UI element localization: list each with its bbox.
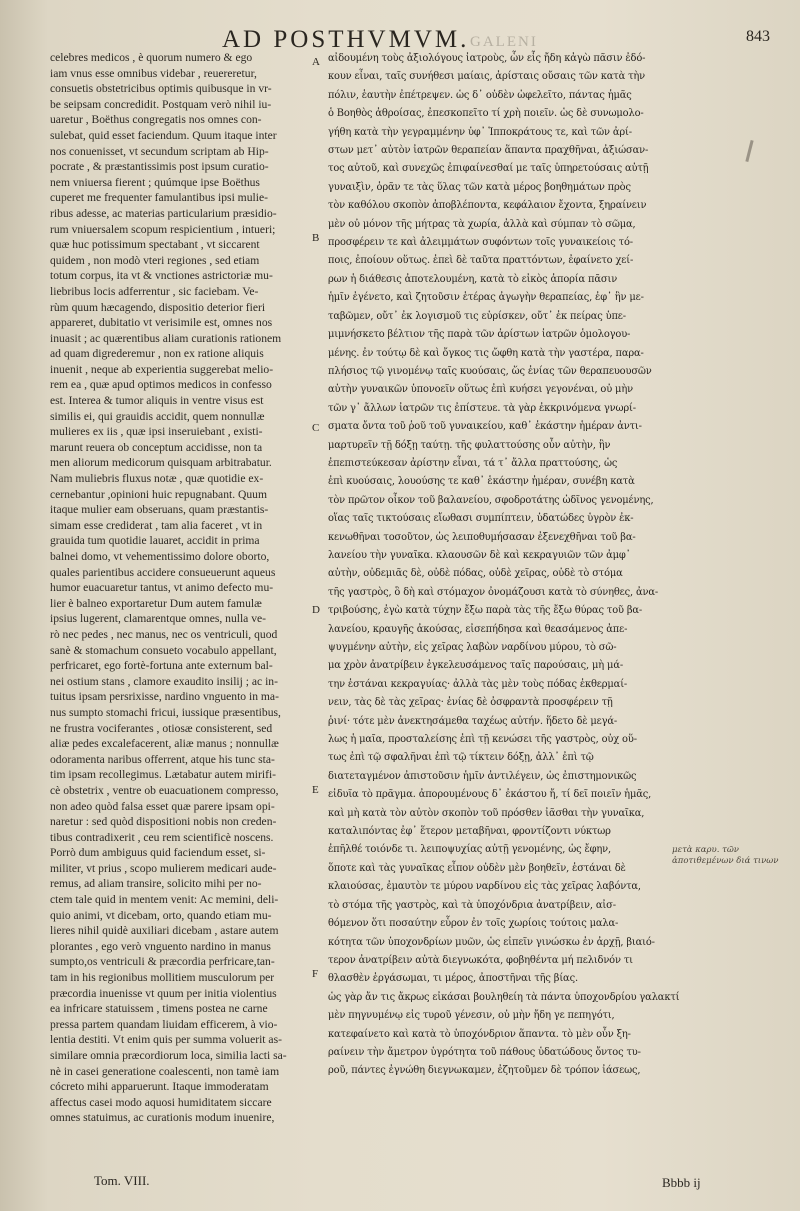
margin-letter-c: C [312,422,320,434]
latin-text-line: tuitus ipsam persrixisse, nardino vnguento in ma- [50,690,279,704]
greek-text-line: στων μετ᾽ αὐτὸν ἰατρῶν θεραπείαν ἅπαντα πραχθῆναι, ἀξιώσαν- [328,145,649,157]
latin-text-line: omnes statuimus, ac curationis modum inuenire, [50,1111,275,1125]
latin-text-line: cócreto mihi apparuerunt. Itaque immoderatam [50,1080,269,1094]
greek-text-line: κουν εἶναι, ταῖς συνήθεσι μαίαις, ἀρίσταις οὔσαις τῶν κατὰ τὴν [328,71,646,83]
latin-text-line: men aliorum medicorum quisquam arbitrabatur. [50,456,272,470]
latin-text-line: humor euacuaretur tantus, vt animo defecto mu- [50,581,274,595]
greek-text-line: θλασθὲν ἐργάσωμαι, τι μέρος, ἀποστῆναι τῆς βίας. [328,973,578,985]
latin-text-line: quæ huc potissimum spectabant , vt siccarent [50,238,260,252]
greek-text-line: διατεταγμένον ἀπιστοῦσιν ἡμῖν ἀντιλέγειν, ὡς ἐπιστημονικῶς [328,770,637,782]
latin-text-line: tam in his regionibus mollitiem musculorum per [50,971,275,985]
latin-text-line: uaretur , Boëthus congregatis nos omnes con- [50,113,262,127]
greek-text-line: γήθη κατὰ τὴν γεγραμμένην ὑφ᾽ Ἱπποκράτους τε, καὶ τῶν ἀρί- [328,126,632,138]
latin-text-line: sulebat, quid esset faciendum. Quum itaque inter [50,128,277,142]
greek-text-line: ραίνειν τὴν ἄμετρον ὑγρότητα τοῦ πάθους ὑδατώδους ὄντος τυ- [328,1046,641,1058]
greek-text-line: ἐπὶ κυούσαις, λουούσης τε καθ᾽ ἑκάστην ἡμέραν, συνέβη κατὰ [328,476,635,488]
margin-letter-a: A [312,56,320,68]
greek-text-line: την ἑστάναι κεκραγυίας· ἀλλὰ τὰς μὲν τοὺς πόδας ἐκθερμαί- [328,678,628,690]
latin-text-line: itaque mulier eam obseruans, quam præstantis- [50,503,269,517]
greek-text-line: αὐτὴν γυναικῶν ὑπονοεῖν οὕτως ἐπὶ κυήσει γεγονέναι, οὐ μὴν [328,384,633,396]
greek-text-line: κενωθῆναι τοσοῦτον, ὡς λειποθυμήσασαν ἐξενεχθῆναι τοῦ βα- [328,531,636,543]
latin-text-line: Nam muliebris fluxus notæ , quæ quotidie ex- [50,472,264,486]
greek-text-line: κλαιούσας, ἐμαυτὸν τε μύρου ναρδίνου εἰς τὰς χεῖρας λαβόντα, [328,881,641,893]
latin-text-line: sumpto,os ventriculi & præcordia perfricare,tan- [50,955,275,969]
latin-text-line: be seipsam concredidit. Postquam verò nihil iu- [50,97,272,111]
latin-text-line: non adeo quòd falsa esset quæ parere ipsam opi- [50,799,275,813]
latin-text-line: quales parientibus accidere consueuerunt aqueus [50,565,276,579]
greek-text-line: νειν, τὰς δὲ τὰς χεῖρας· ἐνίας δὲ ὀσφραντὰ προσφέρειν τῇ [328,697,613,709]
greek-text-line: λανείου, κραυγῆς ἀκούσας, εἰσεπήδησα καὶ θεασάμενος ἀπε- [328,623,628,635]
latin-text-line: inuasit ; ac quærentibus aliam curationis rationem [50,331,282,345]
margin-letter-b: B [312,232,320,244]
latin-text-line: rem ea , quæ apud optimos medicos in confesso [50,378,272,392]
latin-text-line: nem vniuersa fierent ; quúmque ipse Boëthus [50,175,260,189]
show-through-text: GALENI [470,34,538,50]
latin-text-line: liebribus locis adferrentur , sic faciebam. Ve- [50,284,259,298]
latin-text-line: marunt reuera ob conceptum accidisse, non ta [50,440,263,454]
latin-column [50,50,308,1126]
greek-text-line: μαρτυρεῖν τῇ δόξῃ ταύτῃ. τῆς φυλαττούσης οὖν αὐτὴν, ἣν [328,439,611,451]
greek-column [328,50,746,1081]
greek-text-line: τῆς γαστρὸς, ὃ δὴ καὶ στόμαχον ὀνομάζουσι κατὰ τὸ σύνηθες, ἀνα- [328,586,659,598]
latin-text-line: tibus contradixerit , ceu rem scientificè noscens. [50,830,274,844]
greek-text-line: προσφέρειν τε καὶ ἀλειμμάτων συφόντων τοῖς γυναικείοις τό- [328,237,633,249]
greek-text-line: αἰδουμένη τοὺς ἀξιολόγους ἰατροὺς, ὧν εἷς ἤδη κἀγὼ πᾶσιν ἐδό- [328,53,646,64]
greek-text-line: οἵας ταῖς τικτούσαις εἴωθασι συμπίπτειν, ὑδατώδες ὑγρὸν ἐκ- [328,513,634,525]
latin-text-line: cè obstetrix , ventre ob euacuationem compresso, [50,783,279,797]
latin-text-line: nei ostium stans , clamore exaudito insilij ; ac in- [50,674,278,688]
latin-text-line: iam vnus esse omnibus videbar , reuereretur, [50,66,257,80]
latin-text-line: quidem , non modò vteri regiones , sed etiam [50,253,260,267]
margin-letter-e: E [312,784,319,796]
greek-text-line: μα χρὸν ἀνατρίβειν ἐγκελευσάμενος ταῖς παρούσαις, μὴ μά- [328,660,624,672]
latin-text-line: remus, ad aliam transire, solicito mihi per no- [50,877,262,891]
greek-text-line: μὲν πηγνυμένῳ εἰς τυροῦ γένεσιν, οὐ μὴν ἤδη γε πεπηγότι, [328,1010,615,1022]
greek-text-line: πλήσιος τῷ γινομένῳ ταῖς κυούσαις, ὥς ἐνίας τῶν θεραπευουσῶν [328,365,652,377]
greek-text-line: ῥινί· τότε μὲν ἀνεκτησάμεθα ταχέως αὐτήν. ἥδετο δὲ μεγά- [328,715,618,727]
latin-text-line: quio animi, vt dicebam, orto, quando etiam mu- [50,908,272,922]
latin-text-line: nus sumpto stomachi fricui, iussique præsentibus, [50,705,281,719]
latin-text-line: est. Interea & tumor aliquis in ventre visus est [50,394,264,408]
greek-text-line: μὲν οὐ μόνον τῆς μήτρας τὰ χωρία, ἀλλὰ καὶ σύμπαν τὸ σῶμα, [328,218,636,230]
handwritten-margin-note: μετὰ καρυ. τῶν ἀποτιθεμένων διά τινων [672,845,779,866]
latin-text-line: rò nec pedes , nec manus, nec os ventriculi, quod [50,627,278,641]
greek-text-line: ἐπεπιστεύκεσαν ἀρίστην εἶναι, τά τ᾽ ἄλλα πραττούσης, ὡς [328,457,618,469]
latin-text-line: cuperet me frequenter famulantibus ipsi mulie- [50,191,268,205]
greek-text-line: μιμνήσκετο βέλτιον τῆς παρὰ τῶν ἀρίστων ἰατρῶν ὁμολογου- [328,329,631,341]
latin-text-line: perfricaret, ego fortè-fortuna ante externum bal- [50,659,273,673]
greek-text-line: γυναιξὶν, ὁρᾶν τε τὰς ὕλας τῶν κατὰ μέρος βοηθημάτων πρὸς [328,181,631,193]
greek-text-line: εἰδυῖα τὸ πρᾶγμα. ἀπορουμένους δ᾽ ἐκάστου ἤ, τί δεῖ ποιεῖν ἡμᾶς, [328,789,652,801]
greek-text-line: κατεφαίνετο καὶ κατὰ τὸ ὑποχόνδριον ἅπαντα. τὸ μὲν οὖν ξη- [328,1028,631,1040]
latin-text-line: ad quam digrederemur , non ex ratione aliquis [50,347,264,361]
greek-text-line: τὸν καθόλου σκοπὸν ἀποβλέποντα, κεφάλαιον ἔχοντα, ξηραίνειν [328,200,647,212]
latin-text-line: rùm quum hæcagendo, dispositio deterior fieri [50,300,266,314]
latin-text-line: consuetis obstetricibus optimis quibusque in vr- [50,82,272,96]
latin-text-line: aliæ pedes excalefacerent, aliæ manus ; nonnullæ [50,737,279,751]
greek-text-line: ἐπῆλθέ τοιόνδε τι. λειποψυχίας αὐτῇ γενομένης, ὡς ἔφην, [328,844,611,856]
greek-text-line: καταλιπόντας ἐφ᾽ ἕτερον μεταβῆναι, φροντίζοντι νύκτωρ [328,826,611,838]
greek-text-line: ἡμῖν ἐγένετο, καὶ ζητοῦσιν ἑτέρας ἀγωγὴν θεραπείας, ἐφ᾽ ἣν με- [328,292,644,304]
greek-text-line: μένης. ἐν τούτῳ δὲ καὶ ὄγκος τις ὤφθη κατὰ τὴν γαστέρα, παρα- [328,347,644,359]
latin-text-line: naretur : sed quòd dispositioni nobis non creden- [50,815,277,829]
latin-text-line: ctem tale quid in mentem venit: Ac memini, deli- [50,893,279,907]
greek-text-line: ποις, ἐποίουν οὕτως. ἐπεὶ δὲ ταῦτα πραττόντων, ἐφαίνετο χεί- [328,255,634,267]
latin-text-line: cernebantur ,opinioni huic repugnabant. Quum [50,487,267,501]
greek-text-line: πόλιν, ἑαυτὴν ἐπέτρεψεν. ὡς δ᾽ οὐδὲν ὠφελεῖτο, πάντας ἡμᾶς [328,89,632,101]
latin-text-line: appareret, dubitatio vt verisimile est, omnes nos [50,316,273,330]
running-title: AD POSTHVMVM. [222,26,470,53]
latin-text-line: ea infricare statuissem , timens postea ne carne [50,1002,268,1016]
greek-text-line: τὸν πρῶτον οἶκον τοῦ βαλανείου, σφοδροτάτης ὠδῖνος γενομένης, [328,494,654,506]
page-number: 843 [746,28,770,45]
latin-text-line: sanè & stomachum consueto vocabulo appellant, [50,643,277,657]
greek-text-line: καὶ μὴ κατὰ τὸν αὐτὸν σκοπὸν τοῦ πρόσθεν ἰᾶσθαι τὴν γυναῖκα, [328,807,645,819]
latin-text-line: militer, vt prius , scopo mulierem medicari aude- [50,861,277,875]
greek-text-line: λως ἡ μαῖα, προσταλείσης ἐπὶ τῇ κενώσει τῆς γαστρὸς, οὐχ οὕ- [328,734,637,746]
latin-text-line: affectus casei modo aquosi humiditatem siccare [50,1095,272,1109]
latin-text-line: balnei domo, vt vehementissimo dolore oborto, [50,550,270,563]
latin-text-line: Porrò dum ambiguus quid faciendum esset, si- [50,846,266,860]
greek-text-line: ὡς γὰρ ἄν τις ἄκρως εἰκάσαι βουληθείη τὰ πάντα ὑποχονδρίου γαλακτί [328,991,680,1003]
greek-text-line: τως ἐπὶ τῷ σφαλῆναι ἐπὶ τῷ τίκτειν δόξῃ, ἀλλ᾽ ἐπὶ τῷ [328,752,594,764]
latin-text-line: totum corpus, ita vt & vnctiones astrictoriæ mu- [50,269,273,283]
latin-text-line: odoramenta naribus offerrent, atque his tunc sta- [50,752,275,766]
latin-text-line: pressa partem quandam liuidam efficerem, à vio- [50,1017,278,1031]
latin-text-line: ribus adesse, ac materias particularium præsidio- [50,206,277,220]
signature-mark: Bbbb ij [662,1175,701,1190]
greek-text-line: τερον ἀνατρίβειν αὐτὰ διεγνωκότα, φοβηθέντα μή πελιδνόν τι [328,954,633,966]
latin-text-line: lier è balneo exportaretur Dum autem famulæ [50,596,262,610]
greek-text-line: τριβούσης, ἐγὼ κατὰ τύχην ἔξω παρὰ τὰς τῆς ἔξω θύρας τοῦ βα- [328,605,643,617]
latin-text-line: nos conuenisset, vt secundum scriptam ab Hip- [50,144,269,158]
latin-text-line: lentia destiti. Vt enim quis per summa voluerit as- [50,1033,282,1047]
greek-text-line: ροῦ, πάντες ἐγνώθη διεγνωκαμεν, ἐζητοῦμεν δὲ τρόπον ἰάσεως, [328,1065,641,1077]
latin-text-line: simam esse crediderat , tam alia faceret , vt in [50,518,263,532]
greek-text-line: λανείου τὴν γυναῖκα. κλαουσῶν δὲ καὶ κεκραγυιῶν τῶν ἀμφ᾽ [328,549,631,561]
pencil-mark [745,140,753,162]
margin-letter-f: F [312,968,319,980]
latin-text-line: tim ipsam recollegimus. Lætabatur autem mirifi- [50,768,277,782]
latin-text-line: nè in casei generatione coalescenti, non tamè iam [50,1064,280,1078]
greek-text-line: ὅποτε καὶ τὰς γυναῖκας εἶπον οὐδὲν μὲν βοηθεῖν, ἑστάναι δὲ [328,862,626,874]
latin-text-line: grauida tum quotidie lauaret, accidit in prima [50,534,260,548]
greek-text-line: ταβῶμεν, οὔτ᾽ ἐκ λογισμοῦ τις εὑρίσκεν, οὔτ᾽ ἐκ πείρας ὑπε- [328,310,626,322]
margin-letter-d: D [312,604,320,616]
latin-text-line: rum vniuersalem scopum respicientium , intueri; [50,222,276,236]
latin-text-line: pocrate , & præstantissimis post ipsum curatio- [50,160,269,174]
volume-label: Tom. VIII. [94,1173,150,1188]
latin-text-line: ipsius lugerent, clamarentque omnes, nulla ve- [50,612,267,626]
greek-text-line: ὁ Βοηθὸς ἀθροίσας, ἐπεσκοπεῖτο τί χρὴ ποιεῖν. ὡς δὲ συνωμολο- [328,108,644,120]
greek-text-line: αὐτὴν, οὐδεμιᾶς δὲ, οὐδὲ πόδας, οὐδὲ χεῖρας, οὐδὲ τὸ στόμα [328,568,623,580]
greek-text-line: τος αὐτοῦ, καὶ συνεχῶς ἐπιφαίνεσθαί με ταῖς ὑπηρετούσαις αὐτῇ [328,163,649,175]
greek-text-line: ρων ἡ διάθεσις ἀποτελουμένη, κατὰ τὸ εἰκὸς ἀπορία πᾶσιν [328,273,618,285]
greek-text-line: κότητα τῶν ὑποχονδρίων μυῶν, ὡς εἰπεῖν γινώσκω ἐν ἀρχῇ, βιαιό- [328,936,655,948]
latin-text-line: lieres nihil quidè auxiliari dicebam , astare autem [50,924,279,938]
greek-text-line: ψυγμένην αὐτὴν, εἰς χεῖρας λαβὼν ναρδίνου μύρου, τὸ σῶ- [328,642,617,653]
latin-text-line: similare omnia præcordiorum loca, similia lacti sa- [50,1049,287,1062]
latin-text-line: inuenit , neque ab experientia suggerebat melio- [50,362,274,376]
latin-text-line: præcordia inuenisse vt quum per initia violentius [50,986,277,1000]
greek-text-line: σματα ὄντα τοῦ ῥοῦ τοῦ γυναικείου, καθ᾽ ἑκάστην ἡμέραν ἀντι- [328,421,642,433]
latin-text-line: plorantes , ego verò vnguento nardino in manus [50,939,271,953]
greek-text-line: τῶν γ᾽ ἄλλων ἰατρῶν τις ἐπίστευε. τὰ γὰρ ἐκκρινόμενα γνωρί- [328,402,636,414]
latin-text-line: celebres medicos , è quorum numero & ego [50,51,253,64]
latin-text-line: similis ei, qui grauidis accidit, quem nonnullæ [50,409,265,423]
latin-text-line: mulieres ex iis , quæ ipsi inseruiebant , existi- [50,425,263,439]
latin-text-line: ne frustra vociferantes , otiosæ consisterent, sed [50,721,273,735]
greek-text-line: τὸ στόμα τῆς γαστρὸς, καὶ τὰ ὑποχόνδρια ἀνατρίβειν, αἰσ- [328,899,616,911]
greek-text-line: θόμενον ὅτι ποσαύτην εὗρον ἐν τοῖς χωρίοις τούτοις μαλα- [328,918,619,930]
